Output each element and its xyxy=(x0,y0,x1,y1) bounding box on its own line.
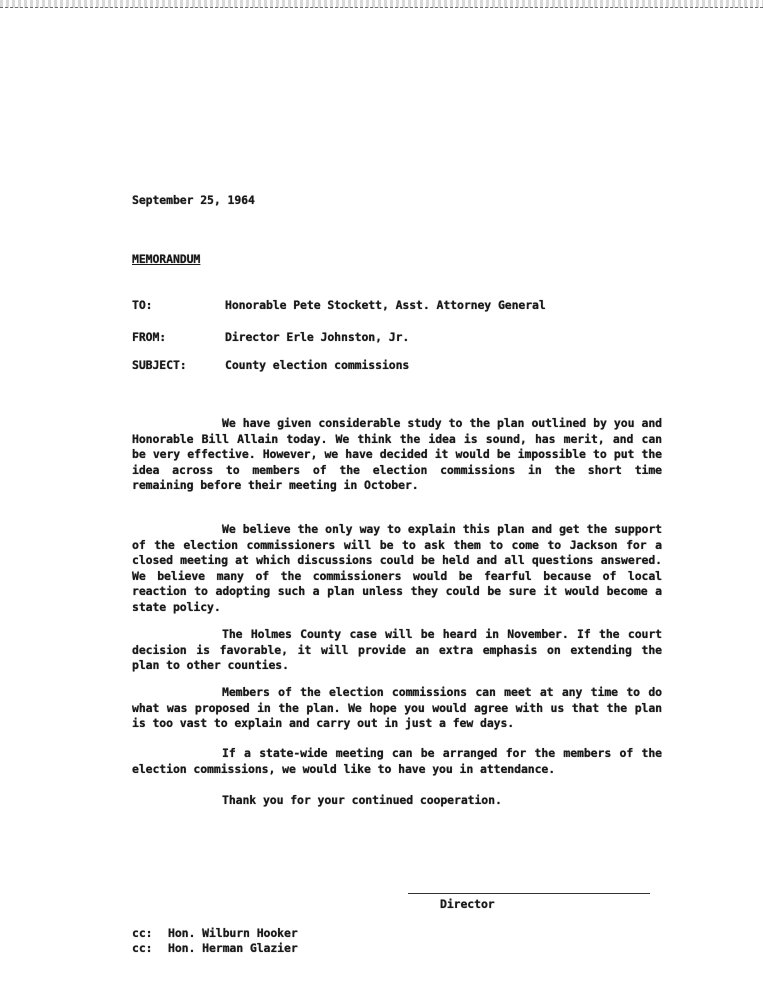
body-paragraph-1 xyxy=(132,416,662,494)
subject-value: County election commissions xyxy=(225,358,410,372)
cc-name: Hon. Herman Glazier xyxy=(168,941,298,955)
signature-line xyxy=(408,893,650,894)
from-value: Director Erle Johnston, Jr. xyxy=(225,330,410,344)
from-label: FROM: xyxy=(132,330,167,344)
body-paragraph-2 xyxy=(132,522,662,615)
memo-date: September 25, 1964 xyxy=(132,193,255,207)
paragraph-2-text: We believe the only way to explain this plan and get the support of the election commissioners will be to ask them to come to Jackson for a closed meeting at which discussions could be held and all questions answered. We believe many of the commissioners would be fearful because of local reaction to adopting such a plan unless they could be sure it would become a state policy. xyxy=(132,522,662,614)
cc-label: cc: xyxy=(132,941,153,955)
cc-label: cc: xyxy=(132,926,153,940)
cc-line-2 xyxy=(132,941,298,955)
body-paragraph-4 xyxy=(132,685,662,732)
signature-title: Director xyxy=(440,897,495,911)
closing-line: Thank you for your continued cooperation. xyxy=(222,793,502,807)
to-label: TO: xyxy=(132,298,153,312)
body-paragraph-3 xyxy=(132,627,662,674)
cc-line-1 xyxy=(132,926,298,940)
paragraph-5-text: If a state-wide meeting can be arranged for the members of the election commissions, we would like to have you in attendance. xyxy=(132,746,662,776)
memo-title: MEMORANDUM xyxy=(132,252,201,266)
subject-label: SUBJECT: xyxy=(132,358,187,372)
paragraph-3-text: The Holmes County case will be heard in November. If the court decision is favorable, it will provide an extra emphasis on extending the plan to other counties. xyxy=(132,627,662,672)
to-value: Honorable Pete Stockett, Asst. Attorney General xyxy=(225,298,546,312)
paragraph-4-text: Members of the election commissions can meet at any time to do what was proposed in the plan. We hope you would agree with us that the plan is too vast to explain and carry out in just a few days. xyxy=(132,685,662,730)
paragraph-1-text: We have given considerable study to the plan outlined by you and Honorable Bill Allain today. We think the idea is sound, has merit, and can be very effective. However, we have decided it would be impossible to put the idea across to members of the election commissions in the short time remaining before their meeting in October. xyxy=(132,416,662,492)
cc-name: Hon. Wilburn Hooker xyxy=(168,926,298,940)
body-paragraph-5 xyxy=(132,746,662,777)
scan-top-edge xyxy=(0,0,763,8)
